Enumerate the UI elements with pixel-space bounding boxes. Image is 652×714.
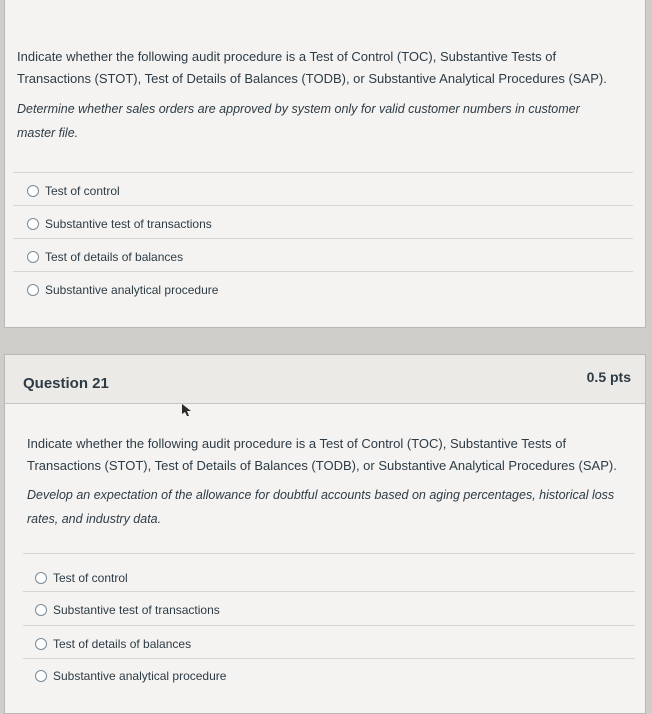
radio-button-icon[interactable] xyxy=(27,284,39,296)
question-prompt: Indicate whether the following audit procedure is a Test of Control (TOC), Substantive Tests of Transactions (STOT), Test of Details of Balances (TODB), or Substantive Analytical Procedures (SAP). xyxy=(27,436,617,473)
question-card-previous xyxy=(4,0,646,328)
radio-button-icon[interactable] xyxy=(35,572,47,584)
divider xyxy=(23,591,635,592)
option-label: Substantive analytical procedure xyxy=(45,283,219,297)
answer-option-substantive-analytical-procedure[interactable] xyxy=(35,669,226,683)
question-prompt: Indicate whether the following audit procedure is a Test of Control (TOC), Substantive Tests of Transactions (STOT), Test of Details of Balances (TODB), or Substantive Analytical Procedures (SAP). xyxy=(17,49,607,86)
radio-button-icon[interactable] xyxy=(27,218,39,230)
divider xyxy=(13,205,633,206)
answer-option-substantive-test-of-transactions[interactable] xyxy=(27,217,212,231)
answer-option-test-of-control[interactable] xyxy=(35,571,128,585)
option-label: Test of details of balances xyxy=(45,250,184,264)
procedure-text: Determine whether sales orders are approved by system only for valid customer numbers in customer master file. xyxy=(17,102,580,140)
divider xyxy=(13,271,633,272)
mouse-pointer-icon xyxy=(181,403,193,417)
divider xyxy=(23,658,635,659)
divider xyxy=(13,172,633,173)
radio-button-icon[interactable] xyxy=(27,251,39,263)
answer-option-substantive-analytical-procedure[interactable] xyxy=(27,283,218,297)
option-label: Test of details of balances xyxy=(53,637,192,651)
procedure-text: Develop an expectation of the allowance for doubtful accounts based on aging percentages, historical loss rates, and industry data. xyxy=(27,488,615,526)
divider xyxy=(13,238,633,239)
option-label: Substantive test of transactions xyxy=(53,603,220,617)
option-label: Test of control xyxy=(45,184,120,198)
question-points: 0.5 pts xyxy=(586,369,631,385)
question-header xyxy=(5,355,645,404)
answer-option-test-of-control[interactable] xyxy=(27,184,120,198)
radio-button-icon[interactable] xyxy=(35,638,47,650)
divider xyxy=(23,553,635,554)
radio-button-icon[interactable] xyxy=(35,604,47,616)
question-title: Question 21 xyxy=(23,375,109,392)
option-label: Substantive test of transactions xyxy=(45,217,212,231)
radio-button-icon[interactable] xyxy=(27,185,39,197)
divider xyxy=(23,625,635,626)
radio-button-icon[interactable] xyxy=(35,670,47,682)
question-card-21 xyxy=(4,354,646,714)
option-label: Substantive analytical procedure xyxy=(53,669,227,683)
answer-option-test-of-details-of-balances[interactable] xyxy=(27,250,183,264)
answer-option-substantive-test-of-transactions[interactable] xyxy=(35,603,220,617)
option-label: Test of control xyxy=(53,571,128,585)
answer-option-test-of-details-of-balances[interactable] xyxy=(35,637,191,651)
